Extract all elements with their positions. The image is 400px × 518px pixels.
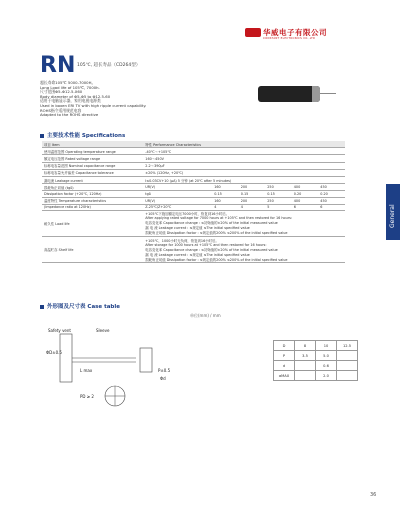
feature-item: Adapted to the ROHS directive [40,112,99,118]
length-label: L max [80,368,93,373]
table-row: 漏电流 Leakage current I≤0.03CV+10 (μA) 5 分钟 (at 20℃ after 5 minutes) [42,176,345,183]
table-row: 额定电压范围 Rated voltage range 160～450V [42,155,345,162]
company-logo-mark [245,28,261,37]
page-number: 36 [370,492,377,498]
table-row: 耐久性 Load life +105℃下施加额定电压7000小时，恢复到16小时后。 After applying rated voltage for 7000 hours at +105℃ and then restored for 16 hours: 电容变化率 Capacitance change : ≤初始值的±20% of the initial measured value 漏 电 流 Leakage current : ≤规定值 ≤The initial specified value 损耗角正切值 Dissipation factor : ≤规定值的200% ≤200% of the initial specified value [42,210,345,236]
table-row: 标称电容量范围 Nominal capacitance range 2.2～390μF [42,162,345,169]
diameter-label: ΦD±0.5 [46,350,62,355]
feature-item: ROHS指令适用规范电容 [40,107,82,113]
sleeve-label: Sleeve [96,328,110,333]
table-row: 标称电容量允许偏差 Capacitance tolerance ±20% (120Hz, +20℃) [42,169,345,176]
table-row: d 0.6 [274,361,358,371]
spec-table [42,141,345,263]
table-row: (Impedance ratio at 120Hz) Z-25℃/Z+20℃ 4 4 5 6 6 [42,204,345,210]
feature-item: Long Load life of 105℃, 7000h. [40,84,100,90]
section-title-specifications: 主要技术性能 Specifications [40,131,125,139]
section-square-icon [40,134,44,138]
section-square-icon [40,305,44,309]
pitch-label: P±0.5 [158,368,171,373]
feature-item: 尺寸范围Φ5-Φ12.5-X60 [40,89,83,95]
dimension-table [273,340,358,381]
series-code: RN [40,53,76,78]
unit-note: 单位(mm) / mm [190,313,221,318]
feature-item: Used in boxen ERI TV with high ripple current capability. [40,102,147,108]
lead-diameter-label: Φd [160,376,166,381]
table-row: 损耗角正切值 (tgδ) UR(V) 160 200 250 400 450 [42,184,345,191]
series-description: 105℃, 超长寿品（CD264型） [77,63,141,68]
pd-label: PD ≥ 2 [80,394,94,399]
feature-item: 超长寿命105℃ 5000-7000H。 [40,80,96,85]
feature-item: Body diameter of Φ5-Φ5 to Φ12.5-60 [40,93,111,99]
table-row: αMAX 2.0 [274,371,358,381]
table-row: 使用温度范围 Operating temperature range -40℃～+105℃ [42,148,345,155]
company-name: 华威电子有限公司 [263,28,327,37]
capacitor-image [258,86,320,102]
feature-list [40,81,146,118]
safety-vent-label: Safety vent [48,328,71,333]
feature-item: 适用于电脑显示器，家用电视电源类 [40,98,101,104]
company-name-en: CONSTANT ELECTRONICS CO.,LTD [263,37,316,40]
section-title-case-table: 外形图及尺寸表 Case table [40,302,120,310]
table-row: 温度特性 Temperature characteristics UR(V) 160 200 250 400 450 [42,197,345,204]
category-tab: General [386,184,400,240]
table-row: Dissipation factor (+20℃, 120Hz) tgδ 0.15 0.15 0.15 0.20 0.20 [42,191,345,197]
table-row: 高温贮存 Shelf life +105℃，1000小时无负荷，恢复到16小时后。 After storage for 1000 hours at +105℃ and then restored for 16 hours: 电容变化率 Capacitance change : ≤初始值的±20% of the initial measured value 漏 电 流 Leakage current : ≤规定值 ≤The initial specified value 损耗角正切值 Dissipation factor : ≤规定值的200% ≤200% of the initial specified value [42,237,345,263]
table-row: P 3.5 5.0 [274,351,358,361]
table-row: D 8 10 12.5 [274,341,358,351]
table-header-row: 项目 Item 特性 Performance Characteristics [42,141,345,148]
